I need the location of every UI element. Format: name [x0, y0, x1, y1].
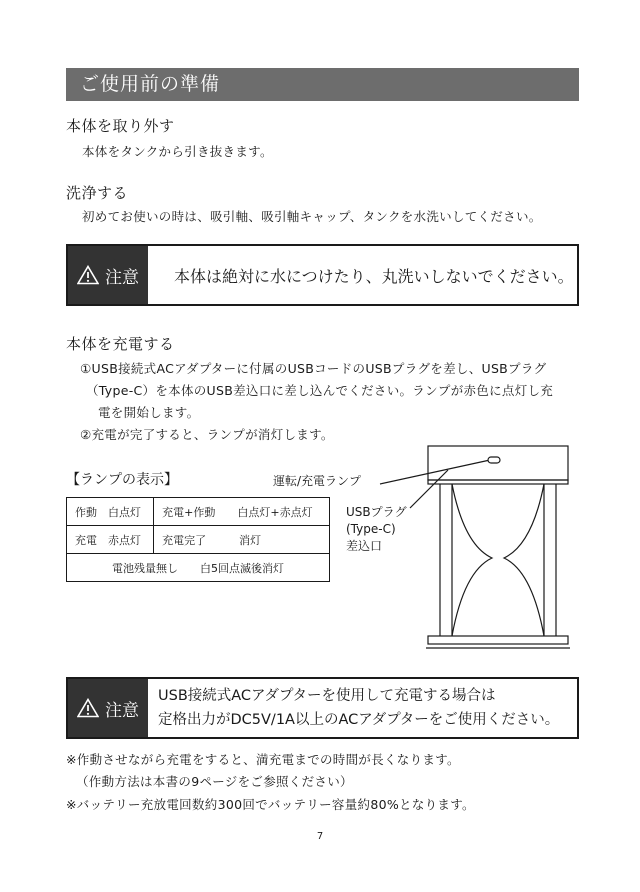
table-row: [67, 498, 330, 526]
table-row: [67, 554, 330, 582]
usb-label-line: USBプラグ: [346, 505, 407, 519]
warning-label-text: 注意: [105, 267, 139, 288]
table-cell: 作動 白点灯: [67, 498, 154, 526]
lamp-indicator: [488, 457, 500, 463]
lamp-table: [66, 497, 330, 582]
table-row: [67, 526, 330, 554]
remove-text: 本体をタンクから引き抜きます。: [82, 144, 273, 159]
charge-step1-line1: ①USB接続式ACアダプターに付属のUSBコードのUSBプラグを差し、USBプラグ: [80, 361, 547, 376]
table-cell: 電池残量無し 白5回点滅後消灯: [67, 554, 330, 582]
warning-label: [68, 679, 148, 737]
charge-step2: ②充電が完了すると、ランプが消灯します。: [80, 427, 334, 442]
usb-label-line: (Type-C): [346, 522, 396, 536]
warning-box-water: [66, 244, 579, 306]
warning-box-adapter: [66, 677, 579, 739]
warning-text-line1: USB接続式ACアダプターを使用して充電する場合は: [158, 688, 496, 704]
charge-step1-line3: 電を開始します。: [98, 405, 200, 420]
charge-step1-line2: （Type-C）を本体のUSB差込口に差し込んでください。ランプが赤色に点灯し充: [86, 383, 554, 398]
warning-text-line2: 定格出力がDC5V/1A以上のACアダプターをご使用ください。: [158, 712, 560, 728]
section-title: ご使用前の準備: [66, 68, 579, 101]
page-number: 7: [316, 831, 324, 842]
usb-port-label: [346, 504, 407, 555]
charge-heading: 本体を充電する: [66, 335, 175, 353]
wash-heading: 洗浄する: [66, 184, 129, 202]
lamp-callout-label: 運転/充電ランプ: [273, 474, 362, 488]
warning-triangle-icon: [77, 698, 99, 718]
table-cell: 充電+作動 白点灯+赤点灯: [154, 498, 330, 526]
lamp-table-title: 【ランプの表示】: [66, 472, 178, 488]
warning-label-text: 注意: [105, 700, 139, 721]
usb-label-line: 差込口: [346, 539, 383, 553]
warning-label: [68, 246, 148, 304]
wash-text: 初めてお使いの時は、吸引軸、吸引軸キャップ、タンクを水洗いしてください。: [82, 209, 542, 224]
remove-heading: 本体を取り外す: [66, 117, 175, 135]
table-cell: 充電完了 消灯: [154, 526, 330, 554]
table-cell: 充電 赤点灯: [67, 526, 154, 554]
warning-triangle-icon: [77, 265, 99, 285]
warning-text: 本体は絶対に水につけたり、丸洗いしないでください。: [174, 266, 574, 286]
note-line: ※バッテリー充放電回数約300回でバッテリー容量約80%となります。: [66, 797, 475, 812]
note-line: ※作動させながら充電をすると、満充電までの時間が長くなります。: [66, 752, 460, 767]
note-line: （作動方法は本書の9ページをご参照ください）: [76, 774, 353, 789]
